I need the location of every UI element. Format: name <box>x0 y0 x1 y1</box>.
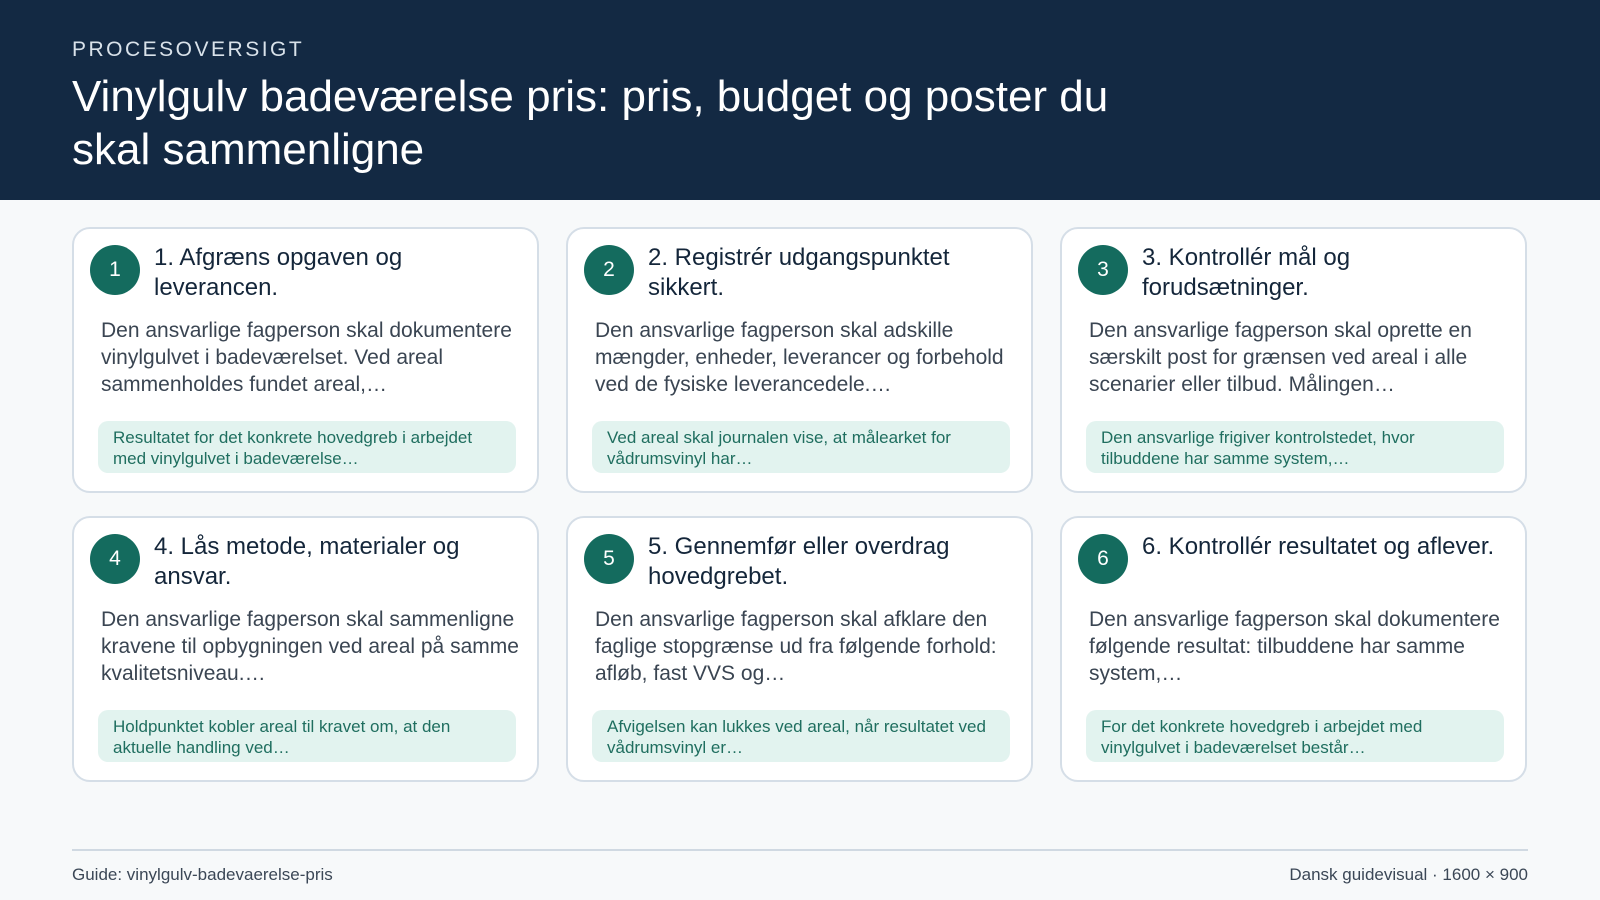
step-note: Ved areal skal journalen vise, at målearket for vådrumsvinyl har… <box>592 421 1010 473</box>
step-number-badge: 6 <box>1078 534 1128 584</box>
step-title: 1. Afgræns opgaven og leverancen. <box>154 244 403 301</box>
step-note: Afvigelsen kan lukkes ved areal, når resultatet ved vådrumsvinyl er… <box>592 710 1010 762</box>
steps-grid <box>72 227 1528 782</box>
step-card-1 <box>72 227 539 493</box>
step-title: 6. Kontrollér resultatet og aflever. <box>1142 533 1495 560</box>
step-number-badge: 4 <box>90 534 140 584</box>
step-title: 2. Registrér udgangspunktet sikkert. <box>648 244 950 301</box>
step-note: For det konkrete hovedgreb i arbejdet med vinylgulvet i badeværelset består… <box>1086 710 1504 762</box>
step-card-3 <box>1060 227 1527 493</box>
step-number-badge: 1 <box>90 245 140 295</box>
step-number-badge: 5 <box>584 534 634 584</box>
step-description: Den ansvarlige fagperson skal sammenligne kravene til opbygningen ved areal på samme kvalitetsniveau.… <box>101 608 519 685</box>
step-title: 3. Kontrollér mål og forudsætninger. <box>1142 244 1351 301</box>
step-description: Den ansvarlige fagperson skal adskille mængder, enheder, leverancer og forbehold ved de fysiske leverancedele.… <box>595 319 1004 396</box>
step-description: Den ansvarlige fagperson skal oprette en særskilt post for grænsen ved areal i alle scenarier eller tilbud. Målingen… <box>1089 319 1472 396</box>
step-card-5 <box>566 516 1033 782</box>
footer-guide-slug: Guide: vinylgulv-badevaerelse-pris <box>72 865 333 884</box>
step-note: Holdpunktet kobler areal til kravet om, at den aktuelle handling ved… <box>98 710 516 762</box>
step-note: Resultatet for det konkrete hovedgreb i arbejdet med vinylgulvet i badeværelse… <box>98 421 516 473</box>
header-banner <box>0 0 1600 200</box>
step-title: 4. Lås metode, materialer og ansvar. <box>154 533 460 590</box>
step-card-6 <box>1060 516 1527 782</box>
step-description: Den ansvarlige fagperson skal dokumentere vinylgulvet i badeværelset. Ved areal sammenholdes fundet areal,… <box>101 319 512 396</box>
step-description: Den ansvarlige fagperson skal afklare den faglige stopgrænse ud fra følgende forhold: afløb, fast VVS og… <box>595 608 997 685</box>
step-card-4 <box>72 516 539 782</box>
eyebrow-label: PROCESOVERSIGT <box>72 38 305 61</box>
footer-divider <box>72 849 1528 851</box>
step-number-badge: 2 <box>584 245 634 295</box>
step-title: 5. Gennemfør eller overdrag hovedgrebet. <box>648 533 950 590</box>
step-description: Den ansvarlige fagperson skal dokumentere følgende resultat: tilbuddene har samme system,… <box>1089 608 1500 685</box>
step-number-badge: 3 <box>1078 245 1128 295</box>
step-card-2 <box>566 227 1033 493</box>
step-note: Den ansvarlige frigiver kontrolstedet, hvor tilbuddene har samme system,… <box>1086 421 1504 473</box>
page-title: Vinylgulv badeværelse pris: pris, budget og poster du skal sammenligne <box>72 72 1109 174</box>
footer-credit: Dansk guidevisual · 1600 × 900 <box>1289 865 1528 884</box>
